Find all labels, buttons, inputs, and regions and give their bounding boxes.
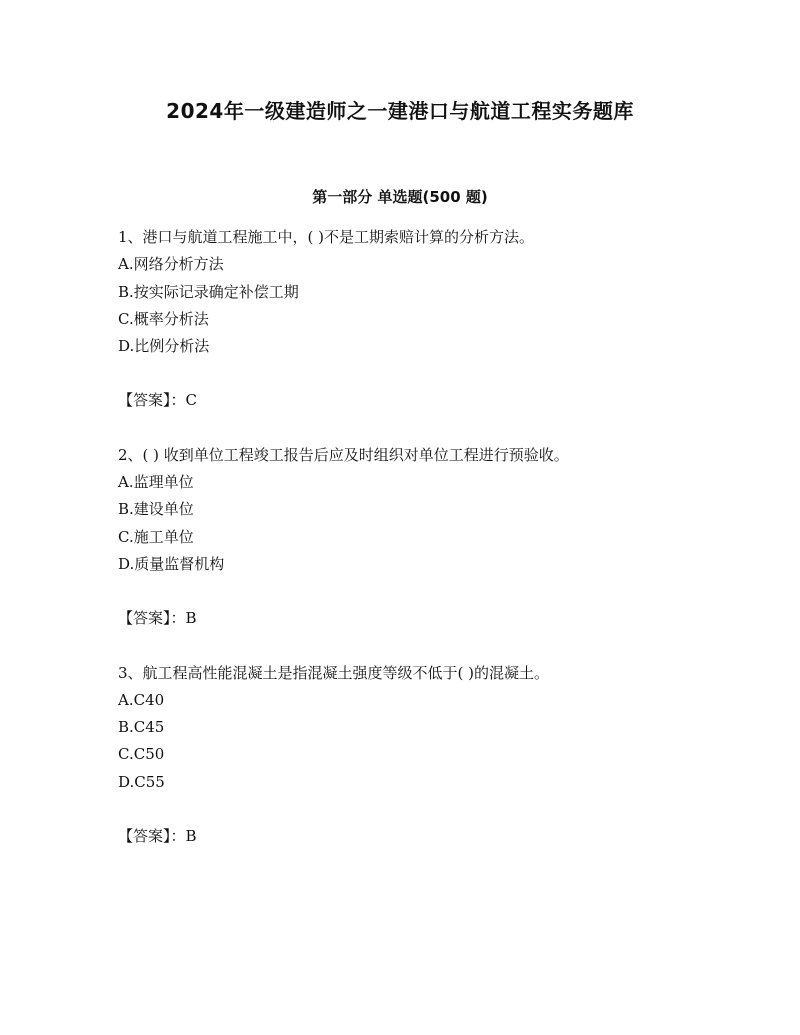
- answer-line: [118, 823, 678, 850]
- answer-key: B: [185, 609, 197, 628]
- question-list: [118, 224, 678, 877]
- answer-key: C: [185, 391, 197, 410]
- option-b: B.建设单位: [118, 500, 194, 519]
- option-a: A.C40: [118, 690, 165, 709]
- question-number: 2、: [118, 445, 143, 464]
- option-b: B.按实际记录确定补偿工期: [118, 282, 299, 301]
- answer-label: 【答案】：: [118, 609, 186, 628]
- question-number: 1、: [118, 228, 143, 246]
- option-c: C.施工单位: [118, 527, 194, 546]
- question-3: [118, 660, 678, 851]
- option-a: A.监理单位: [118, 473, 194, 492]
- question-stem: [118, 224, 678, 251]
- question-stem: [118, 442, 678, 469]
- option-a: A.网络分析方法: [118, 255, 224, 274]
- question-2: [118, 442, 678, 633]
- option-d: D.C55: [118, 772, 165, 791]
- question-text: 港口与航道工程施工中，( )不是工期索赔计算的分析方法。: [142, 228, 535, 246]
- question-text: ( ) 收到单位工程竣工报告后应及时组织对单位工程进行预验收。: [142, 445, 569, 464]
- answer-line: [118, 387, 678, 414]
- document-title: 2024年一级建造师之一建港口与航道工程实务题库: [166, 99, 634, 123]
- question-number: 3、: [118, 663, 143, 682]
- answer-label: 【答案】：: [118, 391, 186, 410]
- answer-line: [118, 605, 678, 632]
- option-b: B.C45: [118, 718, 165, 737]
- option-d: D.比例分析法: [118, 337, 210, 356]
- option-d: D.质量监督机构: [118, 554, 225, 573]
- question-stem: [118, 660, 678, 687]
- option-c: C.C50: [118, 745, 165, 764]
- section-title: 第一部分 单选题(500 题): [312, 188, 488, 206]
- answer-key: B: [185, 827, 197, 846]
- question-1: [118, 224, 678, 415]
- answer-label: 【答案】：: [118, 827, 186, 846]
- option-c: C.概率分析法: [118, 309, 209, 328]
- question-text: 航工程高性能混凝土是指混凝土强度等级不低于( )的混凝土。: [142, 663, 550, 682]
